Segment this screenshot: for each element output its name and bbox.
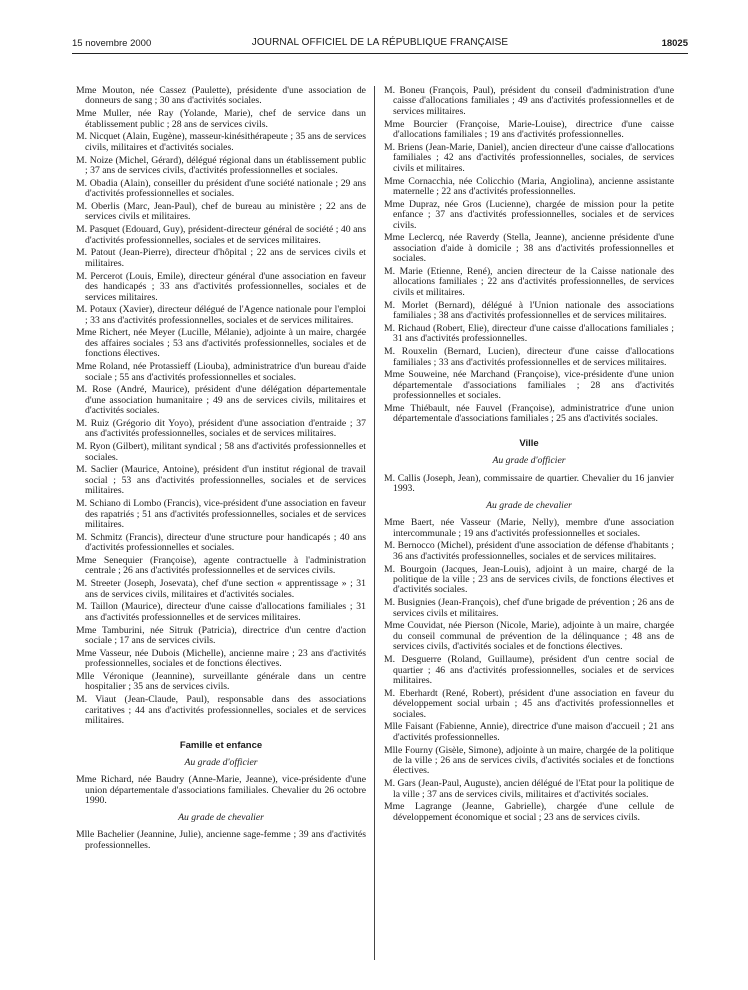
list-item: M. Callis (Joseph, Jean), commissaire de quartier. Chevalier du 16 janvier 1993. [384, 472, 674, 495]
list-item: M. Pasquet (Edouard, Guy), président-directeur général de société ; 40 ans d'activités professionnelles, sociales et de services militaires. [76, 224, 366, 246]
list-item: Mlle Faisant (Fabienne, Annie), directrice d'une maison d'accueil ; 21 ans d'activités professionnelles. [384, 721, 674, 743]
header-page-number: 18025 [661, 38, 688, 49]
list-item: M. Bourgoin (Jacques, Jean-Louis), adjoint à un maire, chargé de la politique de la ville ; 23 ans de services civils, de fonctions électives et d'activités sociales. [384, 563, 674, 596]
list-item: Mme Couvidat, née Pierson (Nicole, Marie), adjointe à un maire, chargée du conseil communal de prévention de la délinquance ; 48 ans de services civils, d'activités sociales et de fonctions électives. [384, 620, 674, 653]
list-item: Mme Thiébault, née Fauvel (Françoise), administratrice d'une union départementale d'associations familiales ; 25 ans d'activités sociales. [384, 402, 674, 425]
right-chevalier-list [384, 518, 674, 823]
list-item: M. Streeter (Joseph, Josevata), chef d'une section « apprentissage » ; 31 ans de services civils, militaires et d'activités sociales. [76, 578, 366, 600]
list-item: Mme Dupraz, née Gros (Lucienne), chargée de mission pour la petite enfance ; 37 ans d'activités professionnelles, sociales et de services civils. [384, 198, 674, 231]
list-item: M. Viaut (Jean-Claude, Paul), responsable dans des associations caritatives ; 44 ans d'activités professionnelles, sociales et de services militaires. [76, 694, 366, 727]
list-item: M. Saclier (Maurice, Antoine), président d'un institut régional de travail social ; 53 ans d'activités professionnelles, sociales et de services militaires. [76, 464, 366, 497]
subtitle-officier: Au grade d'officier [184, 756, 258, 768]
header-rule [72, 53, 688, 54]
list-item: Mlle Bachelier (Jeannine, Julie), ancienne sage-femme ; 39 ans d'activités professionnelles. [76, 829, 366, 851]
list-item: Mme Roland, née Protassieff (Liouba), administratrice d'un bureau d'aide sociale ; 55 ans d'activités professionnelles et sociales. [76, 361, 366, 383]
list-item: M. Gars (Jean-Paul, Auguste), ancien délégué de l'Etat pour la politique de la ville ; 37 ans de services civils, militaires et d'activités sociales. [384, 778, 674, 800]
right-entries-list [384, 86, 674, 425]
list-item: Mme Senequier (Françoise), agente contractuelle à l'administration centrale ; 26 ans d'activités professionnelles et de services civils. [76, 554, 366, 577]
list-item: M. Schiano di Lombo (Francis), vice-président d'une association en faveur des rapatriés ; 51 ans d'activités professionnelles, sociales et de services militaires. [76, 498, 366, 530]
left-officier-list [76, 775, 366, 806]
list-item: M. Nicquet (Alain, Eugène), masseur-kinésithérapeute ; 35 ans de services civils, militaires et d'activités sociales. [76, 131, 366, 153]
list-item: Mlle Fourny (Gisèle, Simone), adjointe à un maire, chargée de la politique de la ville ; 26 ans de services civils, d'activités sociales et de fonctions électives. [384, 744, 674, 777]
list-item: Mme Mouton, née Cassez (Paulette), présidente d'une association de donneurs de sang ; 30 ans d'activités sociales. [76, 85, 366, 107]
list-item: M. Percerot (Louis, Emile), directeur général d'une association en faveur des handicapés ; 33 ans d'activités professionnelles, sociales et de services militaires. [76, 270, 366, 303]
list-item: M. Patout (Jean-Pierre), directeur d'hôpital ; 22 ans de services civils et militaires. [76, 247, 366, 269]
right-column [384, 86, 674, 826]
right-officier-list [384, 474, 674, 495]
list-item: M. Morlet (Bernard), délégué à l'Union nationale des associations familiales ; 38 ans d'activités professionnelles et de services militaires. [384, 299, 674, 322]
list-item: Mme Richert, née Meyer (Lucille, Mélanie), adjointe à un maire, chargée des affaires sociales ; 53 ans d'activités professionnelles, sociales et de fonctions électives. [76, 327, 366, 360]
left-entries-list [76, 86, 366, 727]
list-item: M. Potaux (Xavier), directeur délégué de l'Agence nationale pour l'emploi ; 33 ans d'activités professionnelles, sociales et de services militaires. [76, 304, 366, 326]
list-item: M. Obadia (Alain), conseiller du président d'une société nationale ; 29 ans d'activités professionnelles et sociales. [76, 177, 366, 200]
list-item: M. Busignies (Jean-François), chef d'une brigade de prévention ; 26 ans de services civils et militaires. [384, 597, 674, 619]
section-title-ville: Ville [519, 437, 539, 449]
subtitle-chevalier: Au grade de chevalier [486, 499, 572, 511]
list-item: Mme Muller, née Ray (Yolande, Marie), chef de service dans un établissement public ; 28 ans de services civils. [76, 108, 366, 130]
header-journal-title: JOURNAL OFFICIEL DE LA RÉPUBLIQUE FRANÇAISE [251, 37, 509, 48]
list-item: Mme Lagrange (Jeanne, Gabrielle), chargée d'une cellule de développement économique et social ; 23 ans de services civils. [384, 801, 674, 823]
subtitle-chevalier: Au grade de chevalier [178, 811, 264, 823]
list-item: M. Desguerre (Roland, Guillaume), président d'un centre social de quartier ; 46 ans d'activités professionnelles, sociales et de services militaires. [384, 654, 674, 686]
list-item: Mme Richard, née Baudry (Anne-Marie, Jeanne), vice-présidente d'une union départementale d'associations familiales. Chevalier du 26 octobre 1990. [76, 774, 366, 807]
list-item: M. Noize (Michel, Gérard), délégué régional dans un établissement public ; 37 ans de services civils, d'activités professionnelles et sociales. [76, 154, 366, 177]
header-date: 15 novembre 2000 [72, 38, 152, 49]
list-item: Mme Leclercq, née Raverdy (Stella, Jeanne), ancienne présidente d'une association d'aide à domicile ; 38 ans d'activités professionnelles et sociales. [384, 232, 674, 265]
list-item: Mme Bourcier (Françoise, Marie-Louise), directrice d'une caisse d'allocations familiales ; 19 ans d'activités professionnelles. [384, 118, 674, 141]
page-header [72, 36, 688, 52]
list-item: M. Eberhardt (René, Robert), président d'une association en faveur du développement social urbain ; 45 ans d'activités professionnelles et sociales. [384, 687, 674, 720]
list-item: Mme Baert, née Vasseur (Marie, Nelly), membre d'une association intercommunale ; 19 ans d'activités professionnelles et sociales. [384, 517, 674, 539]
list-item: M. Richaud (Robert, Elie), directeur d'une caisse d'allocations familiales ; 31 ans d'activités professionnelles. [384, 322, 674, 345]
list-item: Mme Tamburini, née Sitruk (Patricia), directrice d'un centre d'action sociale ; 17 ans de services civils. [76, 624, 366, 646]
list-item: Mlle Véronique (Jeannine), surveillante générale dans un centre hospitalier ; 35 ans de services civils. [76, 670, 366, 693]
list-item: M. Schmitz (Francis), directeur d'une structure pour handicapés ; 40 ans d'activités professionnelles et sociales. [76, 531, 366, 554]
list-item: Mme Vasseur, née Dubois (Michelle), ancienne maire ; 23 ans d'activités professionnelles, sociales et de fonctions électives. [76, 647, 366, 670]
list-item: M. Briens (Jean-Marie, Daniel), ancien directeur d'une caisse d'allocations familiales ; 42 ans d'activités professionnelles, sociales, de services civils et militaires. [384, 141, 674, 174]
list-item: M. Marie (Etienne, René), ancien directeur de la Caisse nationale des allocations familiales ; 22 ans d'activités professionnelles, de services civils et militaires. [384, 266, 674, 298]
left-chevalier-list [76, 830, 366, 851]
list-item: M. Ryon (Gilbert), militant syndical ; 58 ans d'activités professionnelles et sociales. [76, 441, 366, 463]
list-item: M. Rouxelin (Bernard, Lucien), directeur d'une caisse d'allocations familiales ; 33 ans d'activités professionnelles et de services militaires. [384, 346, 674, 368]
list-item: Mme Souweine, née Marchand (Françoise), vice-présidente d'une union départementale d'associations familiales ; 28 ans d'activités professionnelles et sociales. [384, 369, 674, 402]
list-item: M. Taillon (Maurice), directeur d'une caisse d'allocations familiales ; 31 ans d'activités professionnelles et de services militaires. [76, 601, 366, 623]
section-title-famille: Famille et enfance [179, 739, 263, 751]
left-column [76, 86, 366, 853]
list-item: Mme Cornacchia, née Colicchio (Maria, Angiolina), ancienne assistante maternelle ; 22 ans d'activités professionnelles. [384, 175, 674, 197]
column-divider [374, 86, 375, 960]
list-item: M. Boneu (François, Paul), président du conseil d'administration d'une caisse d'allocations familiales ; 49 ans d'activités professionnelles et de services militaires. [384, 85, 674, 117]
list-item: M. Oberlis (Marc, Jean-Paul), chef de bureau au ministère ; 22 ans de services civils et militaires. [76, 201, 366, 223]
subtitle-officier: Au grade d'officier [492, 455, 566, 467]
list-item: M. Bernocco (Michel), président d'une association de défense d'habitants ; 36 ans d'activités professionnelles, sociales et de services militaires. [384, 540, 674, 562]
list-item: M. Ruiz (Grégorio dit Yoyo), président d'une association d'entraide ; 37 ans d'activités professionnelles, sociales et de services militaires. [76, 418, 366, 440]
list-item: M. Rose (André, Maurice), président d'une délégation départementale d'une association humanitaire ; 49 ans de services civils, militaires et d'activités sociales. [76, 384, 366, 417]
